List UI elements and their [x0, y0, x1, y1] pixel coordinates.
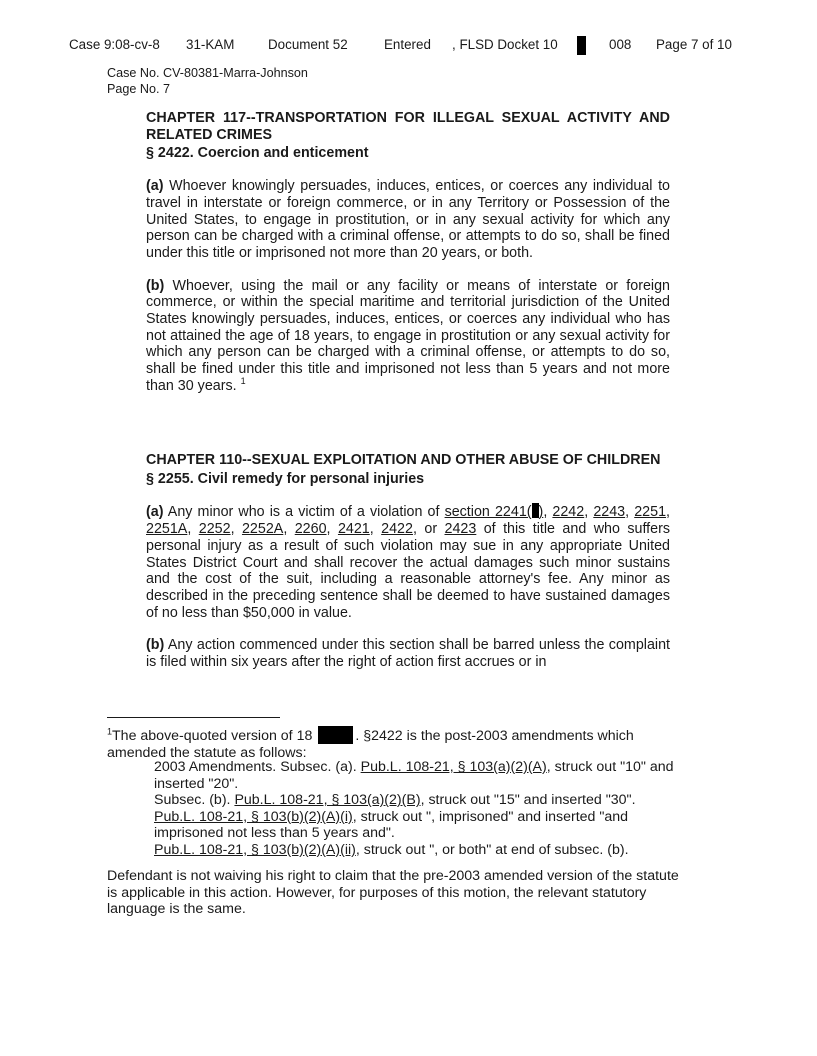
amendment-b-i: [154, 809, 684, 842]
link-section-2251a[interactable]: 2251A: [146, 521, 188, 538]
para-b-text: Any action commenced under this section shall be barred unless the complaint is filed within six years after the right of action first accrues or in: [146, 637, 670, 671]
header-entered: Entered: [384, 37, 431, 52]
separator: ,: [666, 504, 671, 521]
separator: ,: [187, 521, 199, 538]
separator: ,: [625, 504, 635, 521]
footnote-closing: Defendant is not waiving his right to claim that the pre-2003 amended version of the statute is applicable in this action. However, for purposes of this motion, the relevant statutory language is the same.: [107, 868, 679, 918]
section-2422-b: [146, 278, 670, 395]
amendment-intro: Subsec. (b).: [154, 792, 235, 809]
footnote-amendments: [154, 759, 684, 859]
chapter-110-block: [146, 452, 670, 671]
header-case-number: Case 9:08-cv-8: [69, 37, 160, 52]
link-section-2260[interactable]: 2260: [294, 521, 327, 538]
footnote-text: . §2422 is the post-2003 amendments which: [355, 728, 634, 744]
link-section-2241-end[interactable]: ): [538, 504, 544, 521]
redaction-block: [532, 503, 539, 518]
separator: ,: [326, 521, 338, 538]
header-page: Page 7 of 10: [656, 37, 732, 52]
amendment-b: [154, 792, 684, 809]
header-case-tail: 31-KAM: [186, 37, 235, 52]
link-section-2421[interactable]: 2421: [337, 521, 370, 538]
separator: ,: [369, 521, 382, 538]
link-pub-l-103-b-2-A-ii[interactable]: Pub.L. 108-21, § 103(b)(2)(A)(ii): [154, 841, 356, 858]
separator: ,: [230, 521, 242, 538]
chapter-110-heading: CHAPTER 110--SEXUAL EXPLOITATION AND OTHER ABUSE OF CHILDREN: [146, 452, 661, 468]
separator: , or: [412, 521, 445, 538]
footnote-line-1: [107, 726, 687, 745]
section-2422-a: [146, 178, 670, 262]
para-b-text: Whoever, using the mail or any facility or means of interstate or foreign commerce, or within the special maritime and territorial jurisdiction of the United States knowingly persuades, induces, entices, or coerces any individual who has not attained the age of 18 years, to engage in prostitution or any sexual activity for which any person can be charged with a criminal offense, or attempts to do so, shall be fined under this title and imprisoned not less than 5 years and not more than 30 years.: [146, 277, 670, 394]
link-section-2252a[interactable]: 2252A: [241, 521, 284, 538]
filing-header: [0, 37, 817, 55]
section-2255-b: [146, 637, 670, 670]
section-2255-heading: § 2255. Civil remedy for personal injuries: [146, 470, 425, 487]
amendment-b-ii: [154, 842, 684, 859]
link-section-2242[interactable]: 2242: [552, 504, 585, 521]
para-a-text: Any minor who is a victim of a violation of: [163, 504, 445, 521]
case-caption: [107, 65, 308, 97]
link-section-2252[interactable]: 2252: [198, 521, 231, 538]
separator: ,: [283, 521, 295, 538]
section-2422-heading: § 2422. Coercion and enticement: [146, 145, 369, 162]
link-pub-l-103-a-2-A[interactable]: Pub.L. 108-21, § 103(a)(2)(A): [360, 759, 547, 775]
para-a-label: (a): [146, 504, 164, 521]
amendment-text: , struck out "10" and inserted "20".: [154, 759, 674, 792]
section-2255-a: [146, 503, 670, 621]
link-section-2251[interactable]: 2251: [634, 504, 667, 521]
link-pub-l-103-a-2-B[interactable]: Pub.L. 108-21, § 103(a)(2)(B): [234, 792, 421, 809]
link-pub-l-103-b-2-A-i[interactable]: Pub.L. 108-21, § 103(b)(2)(A)(i): [154, 808, 353, 825]
footnote-text: The above-quoted version of 18: [112, 728, 313, 744]
separator: ,: [584, 504, 594, 521]
page-number: Page No. 7: [107, 82, 171, 96]
para-a-label: (a): [146, 178, 164, 195]
footnote-1: [107, 726, 687, 761]
link-section-2241[interactable]: section 2241(: [444, 504, 532, 521]
separator: ,: [543, 504, 553, 521]
link-section-2423[interactable]: 2423: [444, 521, 477, 538]
chapter-117-heading: CHAPTER 117--TRANSPORTATION FOR ILLEGAL SEXUAL ACTIVITY AND RELATED CRIMES: [146, 110, 670, 143]
header-date-year: 008: [609, 37, 632, 52]
case-number: Case No. CV-80381-Marra-Johnson: [107, 66, 308, 80]
para-a-text-cont: of this title and who suffers personal injury as a result of such violation may sue in any appropriate United States District Court and shall recover the actual damages such minor sustains and the cost of the suit, including a reasonable attorney's fee. Any minor as described in the preceding sentence shall be deemed to have sustained damages of no less than $50,000 in value.: [146, 521, 670, 621]
footnote-marker: 1: [107, 726, 113, 737]
amendment-text: , struck out "15" and inserted "30".: [420, 792, 636, 809]
amendment-intro: 2003 Amendments. Subsec. (a).: [154, 759, 361, 775]
link-section-2422[interactable]: 2422: [381, 521, 413, 538]
chapter-117-block: [146, 110, 670, 395]
amendment-a: [154, 759, 684, 792]
header-docket: , FLSD Docket 10: [452, 37, 558, 52]
para-b-label: (b): [146, 637, 165, 654]
para-b-label: (b): [146, 277, 165, 294]
footnote-rule: [107, 717, 280, 718]
footnote-line-2: amended the statute as follows:: [107, 744, 307, 761]
amendment-text: , struck out ", imprisoned" and inserted "and imprisoned not less than 5 years and".: [154, 808, 629, 842]
redaction-block: [318, 726, 353, 744]
footnote-ref[interactable]: 1: [240, 376, 246, 387]
link-section-2243[interactable]: 2243: [593, 504, 626, 521]
para-a-text: Whoever knowingly persuades, induces, entices, or coerces any individual to travel in interstate or foreign commerce, or in any Territory or Possession of the United States, to engage in prostitution, or in any sexual activity for which any person can be charged with a criminal offense, or attempts to do so, shall be fined under this title or imprisoned not more than 20 years, or both.: [146, 178, 670, 261]
header-document: Document 52: [268, 37, 348, 52]
amendment-text: , struck out ", or both" at end of subsec. (b).: [355, 841, 629, 858]
redaction-block: [577, 36, 586, 55]
